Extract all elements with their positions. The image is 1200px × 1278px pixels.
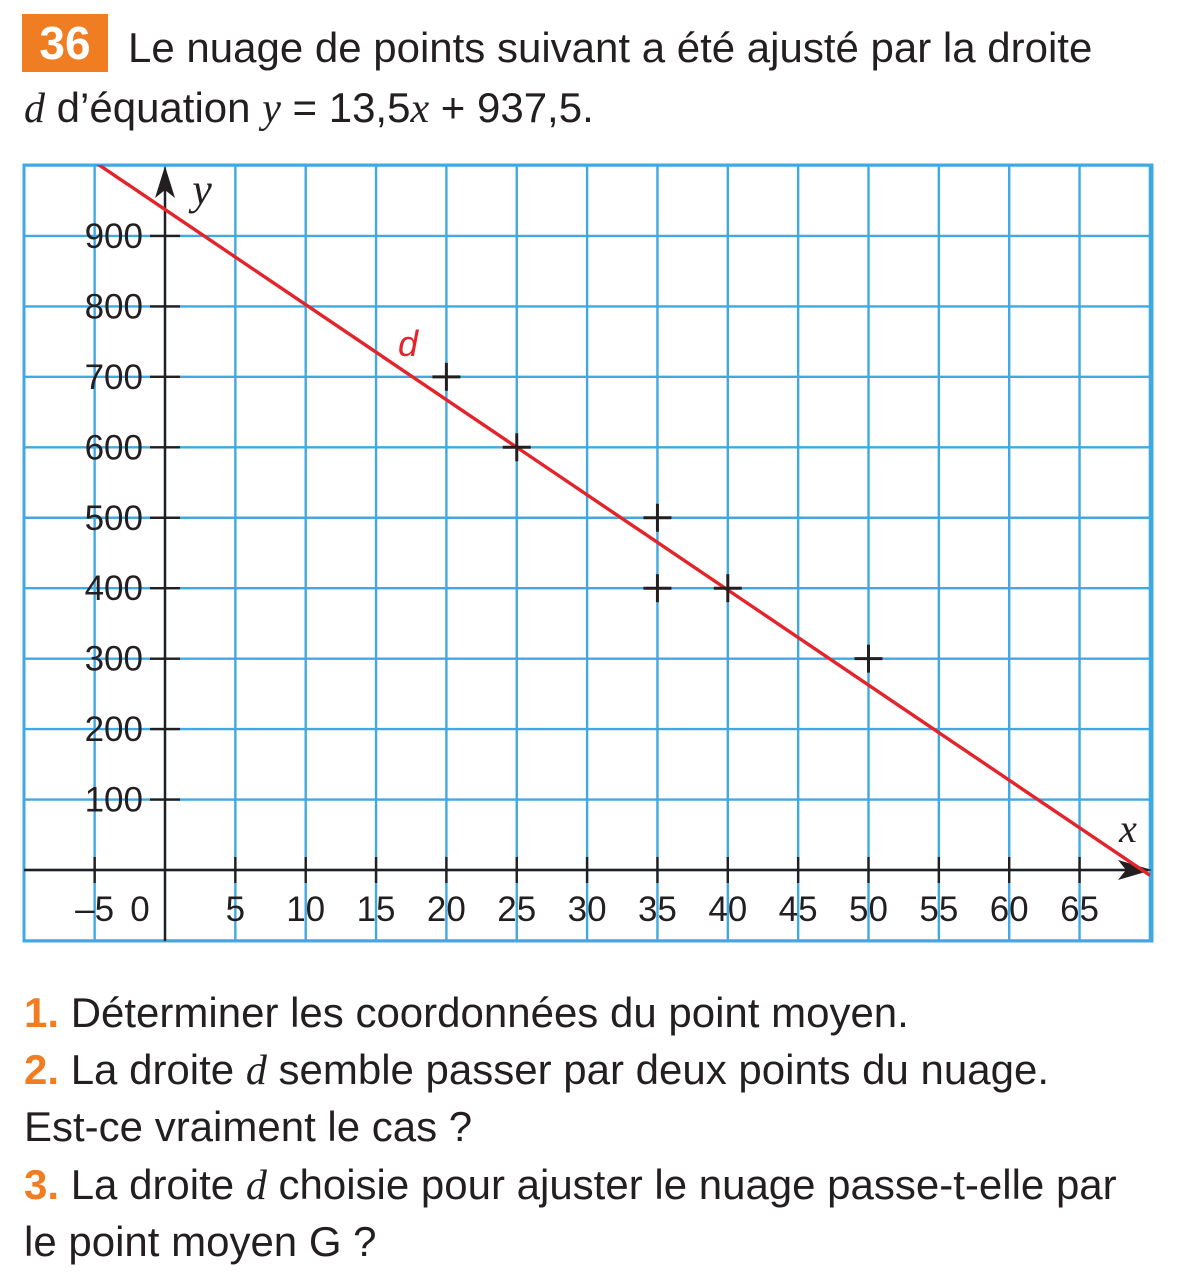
x-tick-label: 45 [778, 890, 818, 929]
x-tick-label: –5 [75, 890, 115, 929]
question-1-number: 1. [24, 989, 60, 1036]
x-tick-label: 35 [637, 890, 677, 929]
x-tick-label: 25 [497, 890, 537, 929]
y-axis-label: y [192, 165, 212, 214]
question-2-text-a: La droite [59, 1046, 246, 1093]
question-3-var-d: d [245, 1163, 267, 1209]
question-3-text-b: choisie pour ajuster le nuage passe-t-elle par [266, 1161, 1117, 1208]
statement-line-1: Le nuage de points suivant a été ajusté par la droite [128, 24, 1093, 71]
scatter-point [855, 645, 883, 673]
x-tick-label: 55 [919, 890, 959, 929]
statement-text: d’équation [45, 84, 263, 131]
exercise-number-badge: 36 [22, 14, 108, 72]
y-tick-label: 600 [84, 428, 143, 468]
question-2-text-b: semble passer par deux points du nuage. [266, 1046, 1049, 1093]
y-tick-label: 800 [84, 287, 143, 327]
question-3 [24, 1156, 1117, 1215]
statement-var-d: d [24, 86, 45, 132]
question-3-number: 3. [24, 1161, 60, 1208]
x-tick-label: 30 [567, 890, 607, 929]
x-tick-label: 0 [130, 890, 150, 929]
question-3-text-a: La droite [59, 1161, 246, 1208]
equation-part-1: = 13,5 [280, 84, 411, 131]
x-tick-label: 65 [1060, 890, 1100, 929]
y-tick-label: 400 [84, 569, 143, 609]
x-tick-label: 40 [708, 890, 748, 929]
scatter-point [643, 504, 671, 532]
scatter-point [432, 363, 460, 391]
equation-x: x [410, 86, 430, 132]
y-tick-label: 900 [84, 216, 143, 256]
question-1-text: Déterminer les coordonnées du point moyen. [59, 989, 909, 1036]
scatter-point [643, 574, 671, 602]
question-3-continued: le point moyen G ? [24, 1218, 377, 1265]
x-tick-label: 50 [849, 890, 888, 929]
equation-y: y [262, 86, 281, 132]
x-tick-label: 60 [989, 890, 1029, 929]
y-tick-label: 700 [84, 357, 143, 397]
x-tick-label: 15 [356, 890, 396, 929]
x-tick-label: 20 [426, 890, 466, 929]
line-label-d: d [397, 323, 419, 364]
scatter-point [503, 433, 531, 461]
y-tick-label: 200 [84, 710, 143, 750]
y-tick-label: 300 [84, 639, 143, 679]
y-tick-label: 500 [84, 498, 143, 538]
question-2 [24, 1041, 1049, 1100]
x-tick-label: 10 [286, 890, 326, 929]
grid [24, 165, 1152, 941]
y-tick-label: 100 [84, 780, 143, 820]
equation-part-2: + 937,5. [429, 84, 594, 131]
question-1 [24, 984, 909, 1042]
question-2-continued: Est-ce vraiment le cas ? [24, 1103, 473, 1150]
question-2-number: 2. [24, 1046, 60, 1093]
question-2-var-d: d [245, 1048, 267, 1094]
x-axis-label: x [1119, 806, 1137, 851]
x-tick-label: 5 [225, 890, 246, 929]
